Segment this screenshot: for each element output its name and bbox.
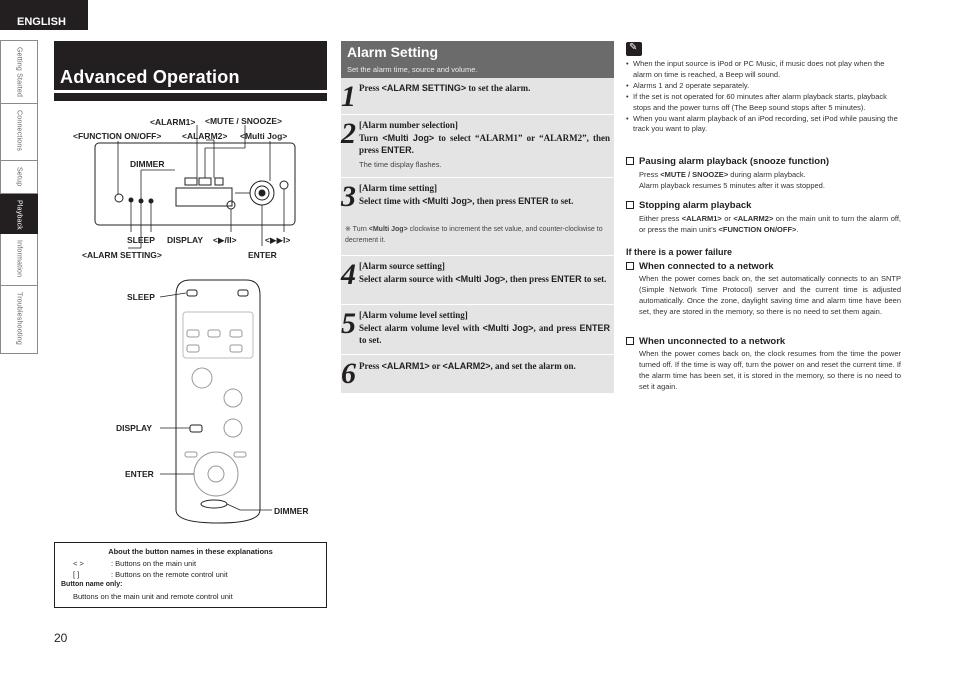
- label-mute-snooze: <MUTE / SNOOZE>: [205, 116, 282, 126]
- step-text: [Alarm time setting] Select time with <Multi Jog>, then press ENTER to set.: [359, 183, 574, 206]
- checkbox-icon: [626, 157, 634, 165]
- step-text: Press <ALARM1> or <ALARM2>, and set the alarm on.: [359, 361, 576, 371]
- list-item: • When you want alarm playback of an iPod recording, set iPod while pausing the track you want to play.: [626, 114, 902, 136]
- label-dimmer: DIMMER: [130, 159, 165, 169]
- step-text: [Alarm source setting] Select alarm source with <Multi Jog>, then press ENTER to set.: [359, 261, 607, 284]
- step-3: [341, 178, 614, 256]
- remote-control-drawing: [176, 280, 260, 523]
- page-number: 20: [54, 631, 68, 645]
- note-row-main-unit: < > : Buttons on the main unit: [73, 559, 197, 568]
- stop-heading: Stopping alarm playback: [626, 200, 751, 211]
- snooze-heading: Pausing alarm playback (snooze function): [626, 156, 829, 167]
- note-both-units: Buttons on the main unit and remote control unit: [73, 592, 233, 601]
- remote-label-display: DISPLAY: [116, 423, 153, 433]
- language-label: ENGLISH: [17, 16, 66, 28]
- section-header: [341, 41, 614, 78]
- checkbox-icon: [626, 262, 634, 270]
- step-note: The time display flashes.: [359, 160, 442, 169]
- step-6: [341, 355, 614, 393]
- pencil-icon: ✎: [626, 42, 642, 56]
- label-sleep: SLEEP: [127, 235, 155, 245]
- power-failure-heading: If there is a power failure: [626, 247, 733, 257]
- step-5: [341, 305, 614, 355]
- list-item: • If the set is not operated for 60 minutes after alarm playback starts, playback stops and the power turns off (The Beep sound stops after 5 minutes).: [626, 92, 902, 114]
- label-function-onoff: <FUNCTION ON/OFF>: [73, 131, 162, 141]
- step-text: Press <ALARM SETTING> to set the alarm.: [359, 83, 531, 93]
- remote-label-sleep: SLEEP: [127, 292, 155, 302]
- side-nav-getting-started[interactable]: Getting Started: [0, 40, 38, 104]
- step-number: 3: [341, 180, 356, 213]
- side-nav-setup[interactable]: Setup: [0, 161, 38, 194]
- step-1: [341, 78, 614, 115]
- page-title: Advanced Operation: [60, 67, 240, 87]
- step-number: 5: [341, 307, 356, 340]
- main-unit-drawing: [95, 143, 295, 225]
- remote-label-dimmer: DIMMER: [274, 506, 309, 516]
- network-heading: When connected to a network: [626, 261, 774, 272]
- step-number: 4: [341, 258, 356, 291]
- snooze-text: Press <MUTE / SNOOZE> during alarm playback. Alarm playback resumes 5 minutes after it was stopped.: [639, 170, 825, 190]
- side-nav-troubleshooting[interactable]: Troubleshooting: [0, 286, 38, 354]
- step-4: [341, 256, 614, 305]
- step-tip: ※ Turn <Multi Jog> clockwise to increment the set value, and counter-clockwise to decrement it.: [345, 226, 603, 244]
- step-text: [Alarm volume level setting] Select alarm volume level with <Multi Jog>, and press ENTER to set.: [359, 310, 610, 345]
- label-alarm2: <ALARM2>: [182, 131, 228, 141]
- side-nav-connections[interactable]: Connections: [0, 104, 38, 161]
- network-text: When the power comes back on, the set automatically connects to an SNTP (Simple Network Time Protocol) server and the current time is adjusted automatically. Once the zone, daylight saving time and alarm time have been set, they are stored in the memory, so there is no need to set them again.: [639, 274, 901, 316]
- step-number: 2: [341, 117, 356, 150]
- label-alarm-setting: <ALARM SETTING>: [82, 250, 162, 260]
- step-number: 6: [341, 357, 356, 390]
- note-title: About the button names in these explanations: [108, 547, 273, 556]
- note-row-remote: [ ] : Buttons on the remote control unit: [73, 570, 228, 579]
- step-text: [Alarm number selection] Turn <Multi Jog> to select “ALARM1” or “ALARM2”, then press ENTER.: [359, 120, 610, 155]
- step-2: [341, 115, 614, 178]
- step-number: 1: [341, 80, 356, 113]
- label-alarm1: <ALARM1>: [150, 117, 196, 127]
- checkbox-icon: [626, 337, 634, 345]
- steps-panel: [341, 78, 614, 393]
- button-names-note: [54, 542, 327, 608]
- stop-text: Either press <ALARM1> or <ALARM2> on the main unit to turn the alarm off, or press the main unit’s <FUNCTION ON/OFF>.: [639, 214, 901, 234]
- side-nav-information[interactable]: Information: [0, 234, 38, 286]
- no-network-heading: When unconnected to a network: [626, 336, 785, 347]
- label-skip-next: <▶▶I>: [265, 235, 291, 245]
- label-enter: ENTER: [248, 250, 277, 260]
- checkbox-icon: [626, 201, 634, 209]
- no-network-text: When the power comes back on, the clock resumes from the time the power turned off. If the time is way off, turn the power on and reset the current time. If the alarm time has been set, it is stored in the memory, so there is no need to set it again.: [639, 349, 901, 391]
- label-display: DISPLAY: [167, 235, 204, 245]
- notes-list: [626, 59, 902, 135]
- list-item: • Alarms 1 and 2 operate separately.: [626, 81, 902, 92]
- side-nav-playback[interactable]: Playback: [0, 194, 38, 234]
- remote-label-enter: ENTER: [125, 469, 154, 479]
- section-subtitle: Set the alarm time, source and volume.: [347, 65, 478, 74]
- section-title: Alarm Setting: [347, 44, 439, 60]
- label-play-pause: <▶/II>: [213, 235, 237, 245]
- label-multi-jog: <Multi Jog>: [240, 131, 288, 141]
- note-button-name-only: Button name only:: [61, 581, 123, 588]
- list-item: • When the input source is iPod or PC Music, if music does not play when the alarm on time is reached, a Beep will sound.: [626, 59, 902, 81]
